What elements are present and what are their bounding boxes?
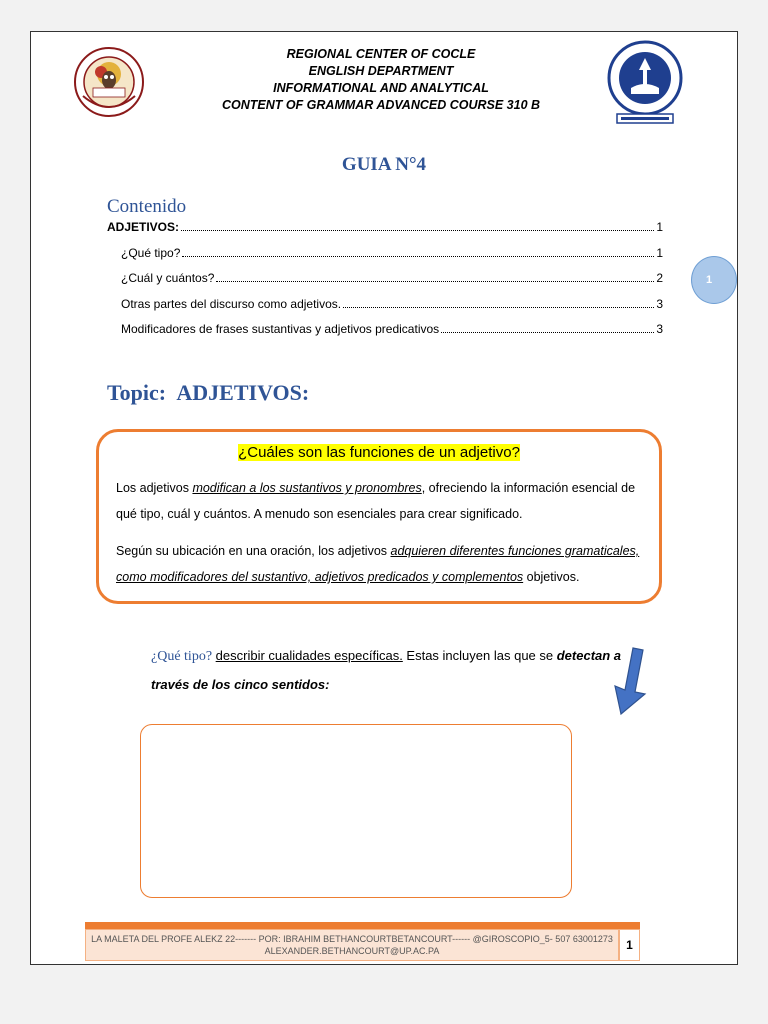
toc-leader [216, 280, 654, 282]
que-tipo-text: Estas incluyen las que se [402, 648, 557, 663]
box-title-text: ¿Cuáles son las funciones de un adjetivo? [238, 444, 520, 461]
paragraph-emphasis: adquieren diferentes funciones gramaticales, como modificadores del sustantivo, adjetivos predicados y complementos [116, 544, 640, 584]
footer-text: LA MALETA DEL PROFE ALEKZ 22------- POR: IBRAHIM BETHANCOURTBETANCOURT------ @GIROSCOPIO_5- 507 63001273 ALEXANDER.BETHANCOURT@UP.AC.PA [85, 929, 619, 961]
box-paragraph [116, 475, 648, 527]
que-tipo-label: ¿Qué tipo? [151, 649, 213, 664]
footer-accent-bar [85, 922, 640, 929]
toc-entry-page: 2 [656, 271, 663, 285]
toc-entry-text: ¿Cuál y cuántos? [121, 271, 215, 285]
adjective-functions-box [96, 429, 662, 604]
paragraph-text: Los adjetivos [116, 481, 193, 495]
box-title [99, 444, 659, 461]
toc-entry-page: 3 [656, 322, 663, 336]
box-paragraph [116, 538, 648, 590]
institution-header [181, 46, 581, 114]
comment-bubble[interactable] [691, 256, 737, 304]
header-line: ENGLISH DEPARTMENT [308, 64, 454, 78]
topic-heading: Topic: ADJETIVOS: [107, 380, 310, 405]
toc-leader [441, 331, 654, 333]
guide-title: GUIA N°4 [341, 154, 427, 175]
toc-entry-text: ADJETIVOS: [107, 220, 180, 234]
toc-leader [182, 255, 654, 257]
toc-entry-text: Modificadores de frases sustantivas y adjetivos predicativos [121, 322, 440, 336]
que-tipo-paragraph [151, 642, 651, 699]
centro-regional-cocle-logo [607, 36, 685, 126]
paragraph-text: Según su ubicación en una oración, los adjetivos [116, 544, 391, 558]
header-line: INFORMATIONAL AND ANALYTICAL [273, 81, 489, 95]
toc-entry[interactable] [121, 271, 663, 291]
header-line: CONTENT OF GRAMMAR ADVANCED COURSE 310 B [221, 98, 541, 112]
toc-entry-page: 1 [656, 220, 663, 234]
toc-entry[interactable] [121, 246, 663, 266]
footer-page-number: 1 [619, 929, 640, 961]
paragraph-emphasis: modifican a los sustantivos y pronombres [192, 481, 422, 495]
toc-entry-page: 1 [656, 246, 663, 260]
comment-bubble-number: 1 [705, 274, 713, 286]
universidad-de-panama-logo [73, 44, 145, 120]
toc-heading: Contenido [107, 196, 187, 217]
que-tipo-emphasis: detectan a través de los cinco sentidos: [151, 648, 622, 692]
toc-entry-text: Otras partes del discurso como adjetivos. [121, 297, 342, 311]
toc-entry[interactable] [121, 297, 663, 317]
toc-entry-text: ¿Qué tipo? [121, 246, 181, 260]
document-page [30, 31, 738, 965]
toc-leader [343, 306, 654, 308]
toc-entry[interactable] [107, 220, 663, 240]
toc-entry[interactable] [121, 322, 663, 342]
toc-leader [181, 229, 654, 231]
empty-content-box [140, 724, 572, 898]
que-tipo-underlined: describir cualidades específicas. [215, 648, 403, 663]
header-line: REGIONAL CENTER OF COCLE [286, 47, 476, 61]
down-arrow-icon [607, 646, 651, 716]
toc-entry-page: 3 [656, 297, 663, 311]
paragraph-text: , ofreciendo la información esencial de qué tipo, cuál y cuántos. A menudo son esenciales para crear significado. [116, 481, 636, 521]
paragraph-text: objetivos. [523, 570, 580, 584]
